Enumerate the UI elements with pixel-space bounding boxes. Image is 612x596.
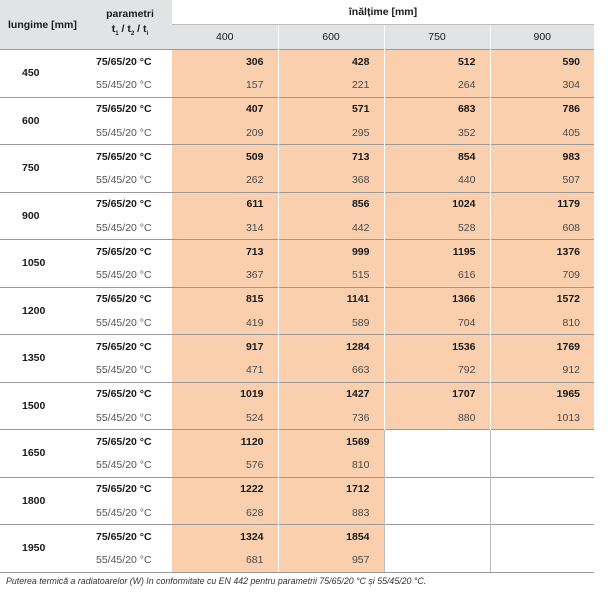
value-cell: 880 xyxy=(384,406,490,430)
value-cell: 1366 xyxy=(384,287,490,311)
table-row xyxy=(0,430,594,454)
value-cell: 810 xyxy=(490,311,594,335)
value-cell: 589 xyxy=(278,311,384,335)
value-cell: 1195 xyxy=(384,240,490,264)
value-cell: 1707 xyxy=(384,382,490,406)
value-cell: 1572 xyxy=(490,287,594,311)
lungime-cell: 1050 xyxy=(0,240,88,288)
param-cell: 75/65/20 °C xyxy=(88,335,172,359)
empty-cell xyxy=(384,501,490,525)
param-cell: 75/65/20 °C xyxy=(88,145,172,169)
table-row xyxy=(0,335,594,359)
value-cell: 471 xyxy=(172,359,278,383)
value-cell: 442 xyxy=(278,216,384,240)
value-cell: 883 xyxy=(278,501,384,525)
table-row xyxy=(0,311,594,335)
value-cell: 1427 xyxy=(278,382,384,406)
param-cell: 55/45/20 °C xyxy=(88,454,172,478)
value-cell: 713 xyxy=(278,145,384,169)
value-cell: 1536 xyxy=(384,335,490,359)
param-cell: 55/45/20 °C xyxy=(88,359,172,383)
value-cell: 576 xyxy=(172,454,278,478)
value-cell: 515 xyxy=(278,264,384,288)
value-cell: 1141 xyxy=(278,287,384,311)
value-cell: 209 xyxy=(172,121,278,145)
value-cell: 1222 xyxy=(172,477,278,501)
value-cell: 983 xyxy=(490,145,594,169)
header-inaltime: înălțime [mm] xyxy=(172,0,594,25)
temp-symbol-3: t xyxy=(143,22,147,35)
value-cell: 295 xyxy=(278,121,384,145)
empty-cell xyxy=(490,477,594,501)
lungime-cell: 1800 xyxy=(0,477,88,525)
value-cell: 524 xyxy=(172,406,278,430)
empty-cell xyxy=(384,454,490,478)
value-cell: 304 xyxy=(490,74,594,98)
empty-cell xyxy=(384,477,490,501)
value-cell: 856 xyxy=(278,192,384,216)
lungime-cell: 1650 xyxy=(0,430,88,478)
table-row xyxy=(0,525,594,549)
table-row xyxy=(0,382,594,406)
header-parametri xyxy=(88,0,172,50)
table-row xyxy=(0,454,594,478)
empty-cell xyxy=(490,549,594,573)
param-cell: 55/45/20 °C xyxy=(88,121,172,145)
value-cell: 1324 xyxy=(172,525,278,549)
empty-cell xyxy=(384,549,490,573)
value-cell: 1179 xyxy=(490,192,594,216)
lungime-cell: 1200 xyxy=(0,287,88,335)
lungime-cell: 1500 xyxy=(0,382,88,430)
value-cell: 736 xyxy=(278,406,384,430)
value-cell: 528 xyxy=(384,216,490,240)
value-cell: 854 xyxy=(384,145,490,169)
header-parametri-title: parametri xyxy=(106,7,154,20)
table-row xyxy=(0,549,594,573)
value-cell: 912 xyxy=(490,359,594,383)
value-cell: 368 xyxy=(278,169,384,193)
value-cell: 792 xyxy=(384,359,490,383)
lungime-cell: 600 xyxy=(0,97,88,145)
value-cell: 314 xyxy=(172,216,278,240)
header-lungime: lungime [mm] xyxy=(0,0,88,50)
value-cell: 512 xyxy=(384,50,490,74)
empty-cell xyxy=(384,430,490,454)
col-header-400: 400 xyxy=(172,25,278,50)
param-cell: 55/45/20 °C xyxy=(88,216,172,240)
param-cell: 75/65/20 °C xyxy=(88,430,172,454)
table-row xyxy=(0,50,594,74)
table-row xyxy=(0,359,594,383)
value-cell: 917 xyxy=(172,335,278,359)
value-cell: 264 xyxy=(384,74,490,98)
value-cell: 999 xyxy=(278,240,384,264)
lungime-cell: 1350 xyxy=(0,335,88,383)
temp-sub-2: 2 xyxy=(130,31,135,38)
value-cell: 1854 xyxy=(278,525,384,549)
lungime-cell: 750 xyxy=(0,145,88,193)
value-cell: 352 xyxy=(384,121,490,145)
param-cell: 55/45/20 °C xyxy=(88,264,172,288)
param-cell: 55/45/20 °C xyxy=(88,501,172,525)
value-cell: 571 xyxy=(278,97,384,121)
value-cell: 663 xyxy=(278,359,384,383)
value-cell: 428 xyxy=(278,50,384,74)
value-cell: 1284 xyxy=(278,335,384,359)
value-cell: 1013 xyxy=(490,406,594,430)
value-cell: 608 xyxy=(490,216,594,240)
lungime-cell: 900 xyxy=(0,192,88,240)
value-cell: 815 xyxy=(172,287,278,311)
value-cell: 713 xyxy=(172,240,278,264)
param-cell: 75/65/20 °C xyxy=(88,50,172,74)
temp-symbol-2: t xyxy=(127,22,131,35)
param-cell: 55/45/20 °C xyxy=(88,74,172,98)
table-row xyxy=(0,406,594,430)
table-row xyxy=(0,501,594,525)
table-row xyxy=(0,74,594,98)
empty-cell xyxy=(490,454,594,478)
value-cell: 507 xyxy=(490,169,594,193)
table-row xyxy=(0,477,594,501)
param-cell: 55/45/20 °C xyxy=(88,311,172,335)
param-cell: 75/65/20 °C xyxy=(88,97,172,121)
table-body xyxy=(0,50,594,573)
value-cell: 786 xyxy=(490,97,594,121)
param-cell: 55/45/20 °C xyxy=(88,406,172,430)
empty-cell xyxy=(490,525,594,549)
table-row xyxy=(0,121,594,145)
value-cell: 628 xyxy=(172,501,278,525)
table-row xyxy=(0,192,594,216)
param-cell: 75/65/20 °C xyxy=(88,382,172,406)
param-cell: 75/65/20 °C xyxy=(88,477,172,501)
value-cell: 440 xyxy=(384,169,490,193)
value-cell: 1024 xyxy=(384,192,490,216)
lungime-cell: 1950 xyxy=(0,525,88,573)
value-cell: 405 xyxy=(490,121,594,145)
value-cell: 509 xyxy=(172,145,278,169)
param-cell: 75/65/20 °C xyxy=(88,240,172,264)
value-cell: 407 xyxy=(172,97,278,121)
header-parametri-temps: $t_1 / t_2 / t_i$ xyxy=(111,22,149,38)
value-cell: 419 xyxy=(172,311,278,335)
value-cell: 681 xyxy=(172,549,278,573)
table-row xyxy=(0,240,594,264)
table-row xyxy=(0,169,594,193)
temp-symbol-1: t xyxy=(111,22,116,35)
col-header-750: 750 xyxy=(384,25,490,50)
table-row xyxy=(0,145,594,169)
value-cell: 157 xyxy=(172,74,278,98)
value-cell: 1965 xyxy=(490,382,594,406)
value-cell: 306 xyxy=(172,50,278,74)
value-cell: 590 xyxy=(490,50,594,74)
value-cell: 1569 xyxy=(278,430,384,454)
param-cell: 75/65/20 °C xyxy=(88,192,172,216)
lungime-cell: 450 xyxy=(0,50,88,98)
param-cell: 55/45/20 °C xyxy=(88,549,172,573)
value-cell: 1019 xyxy=(172,382,278,406)
value-cell: 709 xyxy=(490,264,594,288)
value-cell: 611 xyxy=(172,192,278,216)
temp-sub-1: 1 xyxy=(115,31,119,38)
col-header-900: 900 xyxy=(490,25,594,50)
table-row xyxy=(0,287,594,311)
value-cell: 683 xyxy=(384,97,490,121)
value-cell: 221 xyxy=(278,74,384,98)
value-cell: 1376 xyxy=(490,240,594,264)
value-cell: 262 xyxy=(172,169,278,193)
value-cell: 1120 xyxy=(172,430,278,454)
table-row xyxy=(0,97,594,121)
param-cell: 75/65/20 °C xyxy=(88,525,172,549)
value-cell: 616 xyxy=(384,264,490,288)
empty-cell xyxy=(384,525,490,549)
value-cell: 704 xyxy=(384,311,490,335)
empty-cell xyxy=(490,501,594,525)
temp-sub-3: i xyxy=(146,31,149,38)
empty-cell xyxy=(490,430,594,454)
value-cell: 1712 xyxy=(278,477,384,501)
value-cell: 1769 xyxy=(490,335,594,359)
value-cell: 957 xyxy=(278,549,384,573)
table-row xyxy=(0,264,594,288)
param-cell: 55/45/20 °C xyxy=(88,169,172,193)
value-cell: 367 xyxy=(172,264,278,288)
param-cell: 75/65/20 °C xyxy=(88,287,172,311)
col-header-600: 600 xyxy=(278,25,384,50)
footnote: Puterea termică a radiatoarelor (W) în conformitate cu EN 442 pentru parametrii 75/65/20 °C și 55/45/20 °C. xyxy=(6,576,427,586)
value-cell: 810 xyxy=(278,454,384,478)
table-row xyxy=(0,216,594,240)
